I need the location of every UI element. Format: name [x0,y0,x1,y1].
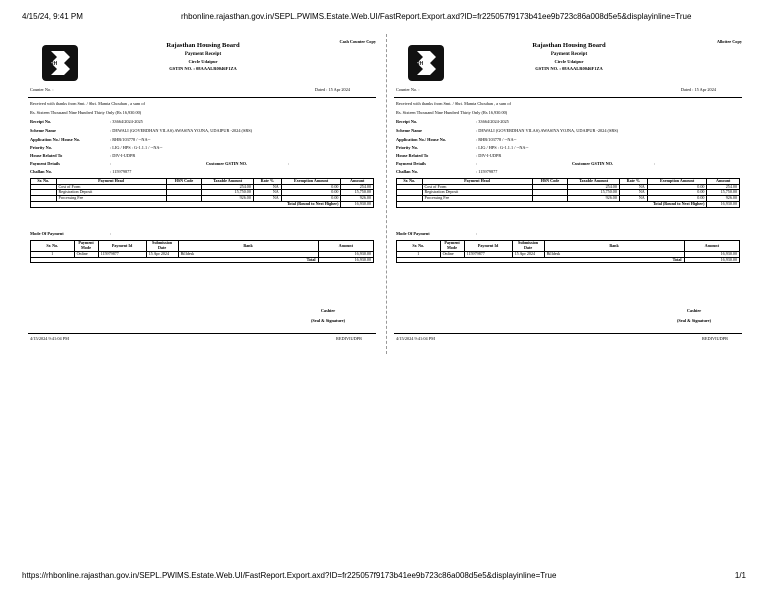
house-related-label: House Related To [396,153,429,158]
seal-label: (Seal & Signature) [310,317,346,323]
application-no: : RHB/103778 / --NA-- [110,137,151,142]
payment-mode-table: Sr. No. Payment Mode Payment Id Submission Date Bank Amount 1 Online 115979877 15 Apr 2024 Billdesk 16,930.00 Total 16,930.00 [30,240,374,263]
total-amount: 16,930.00 [341,201,374,207]
cashier-label: Cashier [320,308,336,313]
col-rate: Rate % [253,179,281,185]
total-row [397,201,740,207]
scheme-label: Scheme Name [30,128,56,133]
dated: Dated : 15 Apr 2024 [680,87,716,92]
circle-name: Circle Udaipur [188,58,218,64]
rule [28,333,376,334]
rule [28,97,376,98]
counter-no: Counter No. : [30,87,54,92]
challan-no: : 115979877 [476,169,498,174]
total-label: Total (Round to Next Higher) [31,201,341,207]
payment-details: : [476,161,478,166]
amount-in-words: Rs. Sixteen Thousand Nine Hundred Thirty Only (Rs 16,930.00) [396,110,508,115]
rhb-logo-icon [42,45,78,81]
rule [394,97,742,98]
house-related: : DIV-I-UDPR [110,153,136,158]
scheme-label: Scheme Name [396,128,422,133]
receipt-no-label: Receipt No. [30,119,52,124]
footer-timestamp: 4/15/2024 9:41:04 PM [30,336,69,341]
application-label: Application No./ House No. [396,137,447,142]
cashier-label: Cashier [686,308,702,313]
footer-user: REDIVIUDPR [701,336,728,341]
total-row: Total 16,930.00 [397,257,740,263]
house-related: : DIV-I-UDPR [476,153,502,158]
svg-text:RH: RH [416,61,424,67]
table-row: Registration Deposit 15,750.00 NA 0.00 15,750.00 [397,190,740,196]
col-head: Payment Head [422,179,532,185]
customer-gstin-label: Customer GSTIN NO. [572,161,614,166]
col-amount: Amount [707,179,740,185]
challan-no: : 115979877 [110,169,132,174]
payment-details-label: Payment Details [30,161,60,166]
table-row: 1 Online 115979877 15 Apr 2024 Billdesk 16,930.00 [31,252,374,258]
col-taxable: Taxable Amount [568,179,620,185]
col-rate: Rate % [619,179,647,185]
receipt-cash-counter-copy [28,36,376,348]
col-amount: Amount [341,179,374,185]
house-related-label: House Related To [30,153,63,158]
table-row: Processing Fee 926.00 NA 0.00 926.00 [397,196,740,202]
challan-label: Challan No. [396,169,418,174]
scheme-name: : DEWALI (GOVERDHAN VILAS) AWASIYA YOJNA, UDAIPUR -2024 (SRS) [110,128,253,133]
receipt-title: Payment Receipt [550,51,588,57]
priority-label: Priority No. [396,145,418,150]
priority-no: : LIG / HPS : G-1.1.1 / --NA-- [110,145,163,150]
col-exempt: Exemption Amount [647,179,707,185]
application-label: Application No./ House No. [30,137,81,142]
priority-no: : LIG / HPS : G-1.1.1 / --NA-- [476,145,529,150]
header-url: rhbonline.rajasthan.gov.in/SEPL.PWIMS.Estate.Web.UI/FastReport.Export.axd?ID=fr225057f9173b41ee9b723c86a008d5e5&displayinline=True [181,12,692,21]
amount-in-words: Rs. Sixteen Thousand Nine Hundred Thirty Only (Rs 16,930.00) [30,110,142,115]
table-row: Cost of Form 254.00 NA 0.00 254.00 [397,184,740,190]
dated: Dated : 15 Apr 2024 [314,87,350,92]
col-head: Payment Head [56,179,166,185]
counter-no: Counter No. : [396,87,420,92]
browser-print-header [22,12,746,24]
received-line: Received with thanks from Smt. / Shri. Mamta Chouhan , a sum of [30,101,145,106]
customer-gstin: : [654,161,656,166]
payment-heads-table [30,178,374,208]
payment-mode-table: Sr. No. Payment Mode Payment Id Submission Date Bank Amount 1 Online 115979877 15 Apr 2024 Billdesk 16,930.00 Total 16,930.00 [396,240,740,263]
table-row: 1 Online 115979877 15 Apr 2024 Billdesk 16,930.00 [397,252,740,258]
table-row: Processing Fee 926.00 NA 0.00 926.00 [31,196,374,202]
customer-gstin-label: Customer GSTIN NO. [206,161,248,166]
circle-name: Circle Udaipur [554,58,584,64]
payment-details-label: Payment Details [396,161,426,166]
priority-label: Priority No. [30,145,52,150]
receipt-allottee-copy [394,36,742,348]
total-amount: 16,930.00 [707,201,740,207]
receipt-no-label: Receipt No. [396,119,418,124]
received-line: Received with thanks from Smt. / Shri. Mamta Chouhan , a sum of [396,101,511,106]
copy-label: Cash Counter Copy [339,39,376,44]
col-sr: Sr. No. [397,179,423,185]
receipt-no: : 33664/2024-2025 [110,119,143,124]
footer-url: https://rhbonline.rajasthan.gov.in/SEPL.PWIMS.Estate.Web.UI/FastReport.Export.axd?ID=fr225057f9173b41ee9b723c86a008d5e5&displayinline=True [22,571,557,580]
col-taxable: Taxable Amount [202,179,254,185]
seal-label: (Seal & Signature) [676,317,712,323]
table-row: Cost of Form 254.00 NA 0.00 254.00 [31,184,374,190]
gstin: GSTIN NO. : 08AAALR0046F1ZA [535,65,603,71]
mode-of-payment: Mode Of Payment : [30,231,112,236]
total-row: Total 16,930.00 [31,257,374,263]
copy-divider [386,34,387,354]
col-exempt: Exemption Amount [281,179,341,185]
total-row [31,201,374,207]
browser-print-footer [22,571,746,583]
table-row: Registration Deposit 15,750.00 NA 0.00 15,750.00 [31,190,374,196]
print-timestamp: 4/15/24, 9:41 PM [22,12,83,21]
org-name: Rajasthan Housing Board [166,42,240,49]
receipt-no: : 33664/2024-2025 [476,119,509,124]
footer-timestamp: 4/15/2024 9:41:04 PM [396,336,435,341]
rhb-logo-icon [408,45,444,81]
page-count: 1/1 [734,571,746,580]
payment-heads-table [396,178,740,208]
receipt-title: Payment Receipt [184,51,222,57]
application-no: : RHB/103778 / --NA-- [476,137,517,142]
customer-gstin: : [288,161,290,166]
copy-label: Allottee Copy [716,39,742,44]
footer-user: REDIVIUDPR [335,336,362,341]
gstin: GSTIN NO. : 08AAALR0046F1ZA [169,65,237,71]
total-label: Total (Round to Next Higher) [397,201,707,207]
col-hsn: HSN Code [166,179,202,185]
col-hsn: HSN Code [532,179,568,185]
col-sr: Sr. No. [31,179,57,185]
mode-of-payment: Mode Of Payment : [396,231,478,236]
challan-label: Challan No. [30,169,52,174]
svg-text:RH: RH [50,61,58,67]
payment-details: : [110,161,112,166]
scheme-name: : DEWALI (GOVERDHAN VILAS) AWASIYA YOJNA, UDAIPUR -2024 (SRS) [476,128,619,133]
rule [394,333,742,334]
org-name: Rajasthan Housing Board [532,42,606,49]
